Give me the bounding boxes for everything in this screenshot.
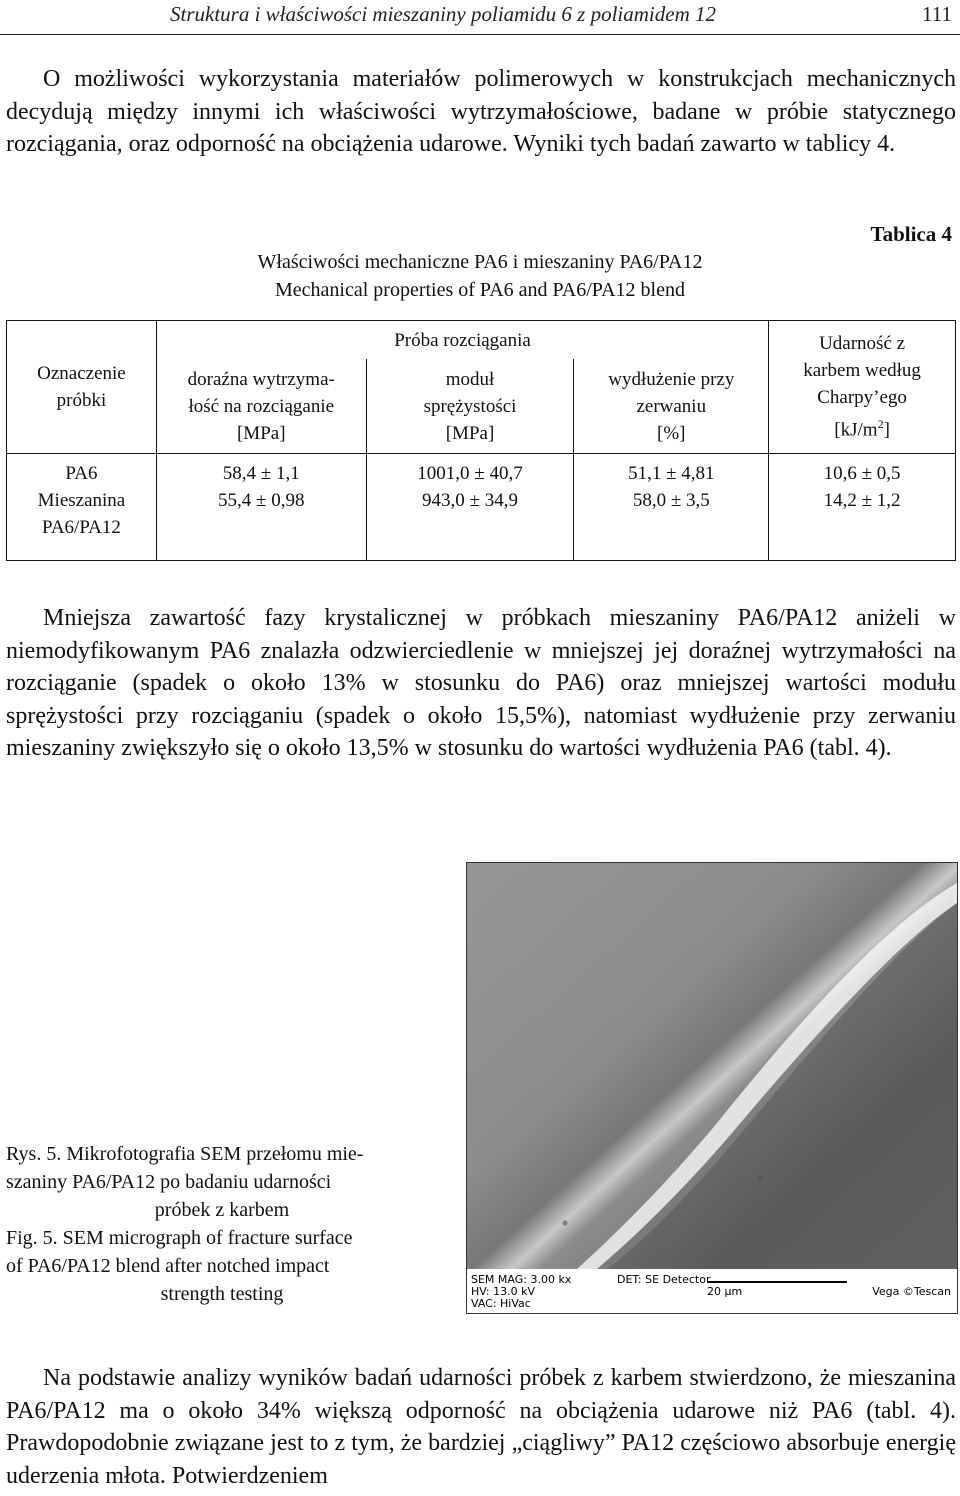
sem-micrograph — [466, 862, 958, 1314]
sem-parameters: SEM MAG: 3.00 kx HV: 13.0 kV VAC: HiVac — [471, 1273, 572, 1310]
caption-en-line: Fig. 5. SEM micrograph of fracture surface — [6, 1227, 353, 1249]
table-header-row — [7, 321, 956, 360]
paragraph-results: Mniejsza zawartość fazy krystalicznej w próbkach mieszaniny PA6/PA12 aniżeli w niemodyfikowanym PA6 znalazła odzwierciedlenie w mniejszej jej doraźnej wytrzymałości na rozciąganie (spadek o około 13% w stosunku do PA6) oraz mniejszej wartości modułu sprężystości przy rozciąganiu (spadek o około 15,5%), natomiast wydłużenie przy zerwaniu mieszaniny zwiększyło się o około 13,5% w stosunku do wartości wydłużenia PA6 (tabl. 4). — [6, 605, 956, 761]
caption-pl-line: próbek z karbem — [154, 1199, 290, 1221]
caption-pl-line: szaniny PA6/PA12 po badaniu udarności — [6, 1171, 332, 1193]
table-title-en: Mechanical properties of PA6 and PA6/PA12 blend — [275, 279, 685, 301]
cell-strength: 58,4 ± 1,1 55,4 ± 0,98 — [156, 454, 366, 561]
table-title — [140, 248, 820, 304]
table-row — [7, 454, 956, 561]
table-title-pl: Właściwości mechaniczne PA6 i mieszaniny PA6/PA12 — [257, 251, 703, 273]
header-elongation: wydłużenie przy zerwaniu [%] — [574, 359, 769, 454]
running-title: Struktura i właściwości mieszaniny poliamidu 6 z poliamidem 12 — [170, 2, 716, 26]
scale-bar — [707, 1281, 847, 1283]
paragraph-intro: O możliwości wykorzystania materiałów polimerowych w konstrukcjach mechanicznych decydują między innymi ich właściwości wytrzymałościowe, badane w próbie statycznego rozciągania, oraz odporność na obciążenia udarowe. Wyniki tych badań zawarto w tablicy 4. — [6, 66, 956, 157]
header-sample: Oznaczenie próbki — [7, 321, 157, 454]
sem-info-bar — [467, 1269, 957, 1313]
sem-vendor: Vega ©Tescan — [872, 1285, 951, 1298]
page-number: 111 — [922, 2, 952, 26]
figure-caption — [6, 1140, 438, 1308]
header-modulus: moduł sprężystości [MPa] — [366, 359, 574, 454]
mechanical-properties-table — [6, 320, 956, 561]
header-strength: doraźna wytrzyma- łość na rozciąganie [MPa] — [156, 359, 366, 454]
table-label: Tablica 4 — [870, 222, 952, 246]
caption-pl-line: Rys. 5. Mikrofotografia SEM przełomu mie- — [6, 1143, 364, 1165]
header-impact: Udarność z karbem według Charpy’ego $[kJ/m^2]$ — [769, 321, 956, 454]
fracture-ridge-graphic — [467, 863, 957, 1269]
cell-elongation: 51,1 ± 4,81 58,0 ± 3,5 — [574, 454, 769, 561]
sem-detector: DET: SE Detector — [617, 1273, 711, 1286]
cell-modulus: 1001,0 ± 40,7 943,0 ± 34,9 — [366, 454, 574, 561]
running-header — [0, 0, 960, 35]
caption-en-line: of PA6/PA12 blend after notched impact — [6, 1255, 330, 1277]
cell-sample: PA6 Mieszanina PA6/PA12 — [7, 454, 157, 561]
cell-impact: 10,6 ± 0,5 14,2 ± 1,2 — [769, 454, 956, 561]
header-tension-group: Próba rozciągania — [156, 321, 768, 360]
caption-en-line: strength testing — [160, 1283, 284, 1305]
scale-label: 20 μm — [707, 1285, 743, 1298]
paragraph-impact: Na podstawie analizy wyników badań udarności próbek z karbem stwierdzono, że mieszanina PA6/PA12 ma o około 34% większą odporność na obciążenia udarowe niż PA6 (tabl. 4). Prawdopodobnie związane jest to z tym, że bardziej „ciągliwy” PA12 częściowo absorbuje energię uderzenia młota. Potwierdzeniem — [6, 1365, 956, 1489]
